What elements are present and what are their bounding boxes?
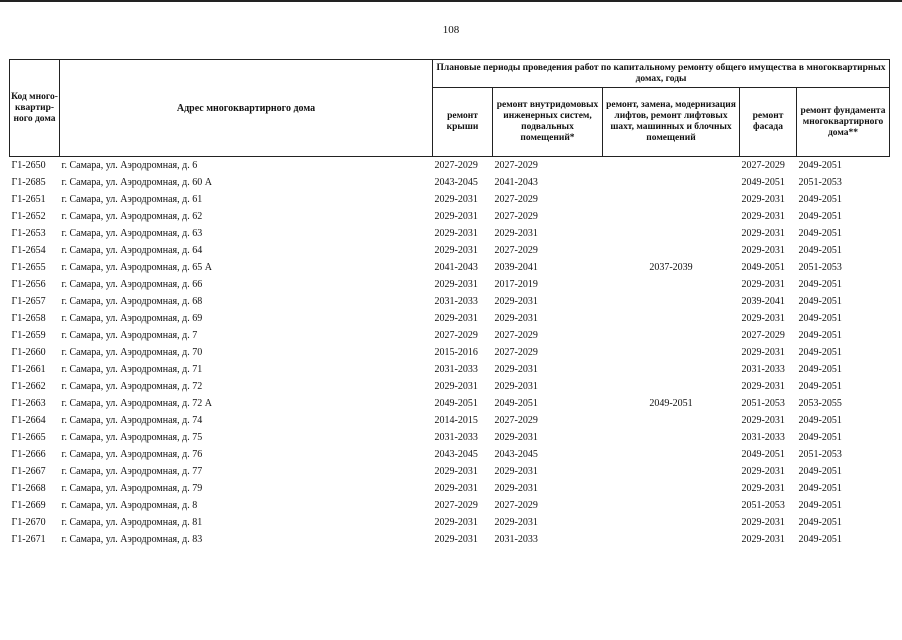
cell-roof: 2031-2033	[434, 364, 478, 375]
table-row	[10, 429, 890, 446]
cell-roof: 2031-2033	[434, 296, 478, 307]
cell-facade: 2049-2051	[741, 262, 785, 273]
cell-lift	[603, 242, 740, 259]
cell-address: г. Самара, ул. Аэродромная, д. 6	[60, 157, 433, 175]
cell-lift: 2037-2039	[649, 262, 693, 273]
table-row	[10, 157, 890, 175]
cell-roof: 2027-2029	[434, 330, 478, 341]
cell-facade: 2029-2031	[741, 211, 785, 222]
cell-facade: 2049-2051	[741, 177, 785, 188]
cell-facade: 2027-2029	[740, 157, 797, 175]
cell-engineering: 2017-2019	[494, 279, 538, 290]
cell-foundation: 2049-2051	[798, 313, 842, 324]
cell-engineering: 2029-2031	[494, 517, 538, 528]
table-row	[10, 378, 890, 395]
cell-engineering: 2043-2045	[494, 449, 538, 460]
table-row	[10, 225, 890, 242]
table-row	[10, 293, 890, 310]
cell-roof: 2029-2031	[434, 483, 478, 494]
table-row	[10, 497, 890, 514]
cell-facade: 2029-2031	[741, 313, 785, 324]
cell-code: Г1-2666	[11, 449, 46, 460]
cell-roof: 2049-2051	[434, 398, 478, 409]
cell-lift	[603, 327, 740, 344]
repair-schedule-table	[9, 59, 890, 548]
cell-facade: 2029-2031	[741, 228, 785, 239]
cell-foundation: 2049-2051	[798, 330, 842, 341]
cell-code: Г1-2653	[11, 228, 46, 239]
cell-facade: 2029-2031	[741, 279, 785, 290]
cell-address: г. Самара, ул. Аэродромная, д. 69	[61, 313, 203, 324]
header-foundation: ремонт фундамента многоквартирного дома**	[797, 88, 890, 157]
cell-engineering: 2027-2029	[494, 194, 538, 205]
cell-lift	[603, 446, 740, 463]
cell-engineering: 2029-2031	[494, 296, 538, 307]
cell-foundation: 2049-2051	[798, 279, 842, 290]
cell-roof: 2015-2016	[434, 347, 478, 358]
cell-code: Г1-2662	[11, 381, 46, 392]
table-row	[10, 480, 890, 497]
cell-address: г. Самара, ул. Аэродромная, д. 66	[61, 279, 203, 290]
cell-address: г. Самара, ул. Аэродромная, д. 8	[61, 500, 198, 511]
cell-lift	[603, 157, 740, 175]
table-row	[10, 395, 890, 412]
cell-facade: 2029-2031	[741, 347, 785, 358]
cell-address: г. Самара, ул. Аэродромная, д. 7	[61, 330, 198, 341]
cell-foundation: 2049-2051	[798, 245, 842, 256]
top-border-rule	[0, 0, 902, 2]
cell-address: г. Самара, ул. Аэродромная, д. 75	[61, 432, 203, 443]
cell-lift	[603, 191, 740, 208]
table-row	[10, 514, 890, 531]
cell-facade: 2049-2051	[741, 449, 785, 460]
cell-lift	[603, 276, 740, 293]
cell-code: Г1-2656	[11, 279, 46, 290]
cell-address: г. Самара, ул. Аэродромная, д. 62	[61, 211, 203, 222]
cell-facade: 2029-2031	[741, 517, 785, 528]
cell-code: Г1-2668	[11, 483, 46, 494]
table-row	[10, 276, 890, 293]
cell-lift: 2049-2051	[649, 398, 693, 409]
cell-address: г. Самара, ул. Аэродромная, д. 64	[61, 245, 203, 256]
cell-address: г. Самара, ул. Аэродромная, д. 83	[61, 534, 203, 545]
cell-lift	[603, 344, 740, 361]
table-row	[10, 259, 890, 276]
cell-roof: 2029-2031	[434, 381, 478, 392]
cell-foundation: 2053-2055	[798, 398, 842, 409]
header-engineering: ремонт внутридомовых инженерных систем, подвальных помещений*	[493, 88, 603, 157]
cell-roof: 2027-2029	[433, 157, 493, 175]
cell-foundation: 2049-2051	[798, 296, 842, 307]
cell-roof: 2041-2043	[434, 262, 478, 273]
cell-facade: 2029-2031	[741, 534, 785, 545]
cell-lift	[603, 361, 740, 378]
cell-facade: 2031-2033	[741, 364, 785, 375]
cell-engineering: 2029-2031	[494, 466, 538, 477]
cell-roof: 2029-2031	[434, 279, 478, 290]
table-row	[10, 191, 890, 208]
cell-foundation: 2049-2051	[798, 500, 842, 511]
cell-address: г. Самара, ул. Аэродромная, д. 77	[61, 466, 203, 477]
cell-address: г. Самара, ул. Аэродромная, д. 63	[61, 228, 203, 239]
cell-engineering: 2039-2041	[494, 262, 538, 273]
cell-foundation: 2049-2051	[797, 157, 890, 175]
cell-address: г. Самара, ул. Аэродромная, д. 68	[61, 296, 203, 307]
header-facade: ремонт фасада	[740, 88, 797, 157]
cell-roof: 2014-2015	[434, 415, 478, 426]
cell-engineering: 2027-2029	[494, 245, 538, 256]
table-row	[10, 446, 890, 463]
cell-lift	[603, 225, 740, 242]
table-row	[10, 412, 890, 429]
table-header	[10, 60, 890, 157]
table-row	[10, 174, 890, 191]
cell-facade: 2051-2053	[741, 398, 785, 409]
cell-lift	[603, 497, 740, 514]
cell-foundation: 2049-2051	[798, 364, 842, 375]
cell-lift	[603, 531, 740, 548]
cell-lift	[603, 378, 740, 395]
header-address: Адрес многоквартирного дома	[60, 60, 433, 157]
cell-code: Г1-2651	[11, 194, 46, 205]
page-number: 108	[442, 24, 460, 36]
cell-facade: 2039-2041	[741, 296, 785, 307]
cell-facade: 2031-2033	[741, 432, 785, 443]
cell-code: Г1-2654	[11, 245, 46, 256]
cell-lift	[603, 310, 740, 327]
cell-roof: 2029-2031	[434, 245, 478, 256]
cell-engineering: 2029-2031	[494, 364, 538, 375]
cell-engineering: 2027-2029	[493, 157, 603, 175]
cell-engineering: 2049-2051	[494, 398, 538, 409]
cell-foundation: 2049-2051	[798, 347, 842, 358]
cell-roof: 2043-2045	[434, 177, 478, 188]
cell-address: г. Самара, ул. Аэродромная, д. 70	[61, 347, 203, 358]
table-row	[10, 242, 890, 259]
table-row	[10, 531, 890, 548]
cell-lift	[603, 293, 740, 310]
cell-roof: 2043-2045	[434, 449, 478, 460]
cell-address: г. Самара, ул. Аэродромная, д. 61	[61, 194, 203, 205]
cell-engineering: 2027-2029	[494, 330, 538, 341]
table-row	[10, 327, 890, 344]
cell-engineering: 2027-2029	[494, 500, 538, 511]
cell-engineering: 2029-2031	[494, 381, 538, 392]
cell-foundation: 2049-2051	[798, 228, 842, 239]
cell-engineering: 2031-2033	[494, 534, 538, 545]
cell-roof: 2029-2031	[434, 466, 478, 477]
cell-code: Г1-2661	[11, 364, 46, 375]
cell-code: Г1-2667	[11, 466, 46, 477]
cell-code: Г1-2670	[11, 517, 46, 528]
cell-code: Г1-2655	[11, 262, 46, 273]
cell-roof: 2029-2031	[434, 194, 478, 205]
cell-code: Г1-2659	[11, 330, 46, 341]
header-roof: ремонт крыши	[433, 88, 493, 157]
cell-engineering: 2027-2029	[494, 347, 538, 358]
cell-foundation: 2049-2051	[798, 194, 842, 205]
cell-roof: 2029-2031	[434, 517, 478, 528]
cell-engineering: 2029-2031	[494, 483, 538, 494]
table-row	[10, 208, 890, 225]
table-row	[10, 361, 890, 378]
cell-roof: 2029-2031	[434, 211, 478, 222]
cell-facade: 2029-2031	[741, 381, 785, 392]
cell-code: Г1-2664	[11, 415, 46, 426]
cell-engineering: 2029-2031	[494, 313, 538, 324]
cell-lift	[603, 174, 740, 191]
cell-foundation: 2049-2051	[798, 517, 842, 528]
cell-address: г. Самара, ул. Аэродромная, д. 60 А	[61, 177, 212, 188]
cell-roof: 2029-2031	[434, 313, 478, 324]
table-row	[10, 344, 890, 361]
cell-facade: 2029-2031	[741, 415, 785, 426]
cell-foundation: 2049-2051	[798, 534, 842, 545]
cell-code: Г1-2650	[10, 157, 60, 175]
cell-lift	[603, 412, 740, 429]
cell-address: г. Самара, ул. Аэродромная, д. 76	[61, 449, 203, 460]
table-row	[10, 463, 890, 480]
cell-code: Г1-2671	[11, 534, 46, 545]
cell-address: г. Самара, ул. Аэродромная, д. 74	[61, 415, 203, 426]
header-periods-group: Плановые периоды проведения работ по капитальному ремонту общего имущества в многоквартирных домах, годы	[433, 60, 890, 88]
cell-foundation: 2049-2051	[798, 211, 842, 222]
cell-address: г. Самара, ул. Аэродромная, д. 71	[61, 364, 203, 375]
cell-address: г. Самара, ул. Аэродромная, д. 81	[61, 517, 203, 528]
cell-code: Г1-2658	[11, 313, 46, 324]
cell-code: Г1-2685	[11, 177, 46, 188]
cell-code: Г1-2660	[11, 347, 46, 358]
cell-engineering: 2027-2029	[494, 415, 538, 426]
cell-roof: 2029-2031	[434, 534, 478, 545]
cell-foundation: 2049-2051	[798, 483, 842, 494]
cell-code: Г1-2652	[11, 211, 46, 222]
cell-foundation: 2051-2053	[798, 449, 842, 460]
cell-facade: 2027-2029	[741, 330, 785, 341]
cell-engineering: 2041-2043	[494, 177, 538, 188]
cell-lift	[603, 429, 740, 446]
header-code: Код много-квартир-ного дома	[10, 60, 60, 157]
cell-address: г. Самара, ул. Аэродромная, д. 79	[61, 483, 203, 494]
cell-engineering: 2029-2031	[494, 432, 538, 443]
cell-facade: 2029-2031	[741, 483, 785, 494]
cell-facade: 2029-2031	[741, 245, 785, 256]
table-body	[10, 157, 890, 549]
cell-address: г. Самара, ул. Аэродромная, д. 65 А	[61, 262, 212, 273]
cell-foundation: 2049-2051	[798, 381, 842, 392]
cell-address: г. Самара, ул. Аэродромная, д. 72	[61, 381, 203, 392]
cell-lift	[603, 514, 740, 531]
cell-lift	[603, 463, 740, 480]
cell-facade: 2029-2031	[741, 194, 785, 205]
cell-code: Г1-2665	[11, 432, 46, 443]
cell-roof: 2029-2031	[434, 228, 478, 239]
cell-lift	[603, 480, 740, 497]
cell-address: г. Самара, ул. Аэродромная, д. 72 А	[61, 398, 212, 409]
header-lift: ремонт, замена, модернизация лифтов, ремонт лифтовых шахт, машинных и блочных помещений	[603, 88, 740, 157]
cell-foundation: 2051-2053	[798, 262, 842, 273]
cell-roof: 2031-2033	[434, 432, 478, 443]
cell-code: Г1-2657	[11, 296, 46, 307]
cell-engineering: 2027-2029	[494, 211, 538, 222]
cell-facade: 2029-2031	[741, 466, 785, 477]
cell-lift	[603, 208, 740, 225]
cell-code: Г1-2663	[11, 398, 46, 409]
cell-roof: 2027-2029	[434, 500, 478, 511]
cell-foundation: 2049-2051	[798, 415, 842, 426]
cell-foundation: 2051-2053	[798, 177, 842, 188]
cell-code: Г1-2669	[11, 500, 46, 511]
table-row	[10, 310, 890, 327]
cell-foundation: 2049-2051	[798, 466, 842, 477]
cell-engineering: 2029-2031	[494, 228, 538, 239]
cell-foundation: 2049-2051	[798, 432, 842, 443]
cell-facade: 2051-2053	[741, 500, 785, 511]
